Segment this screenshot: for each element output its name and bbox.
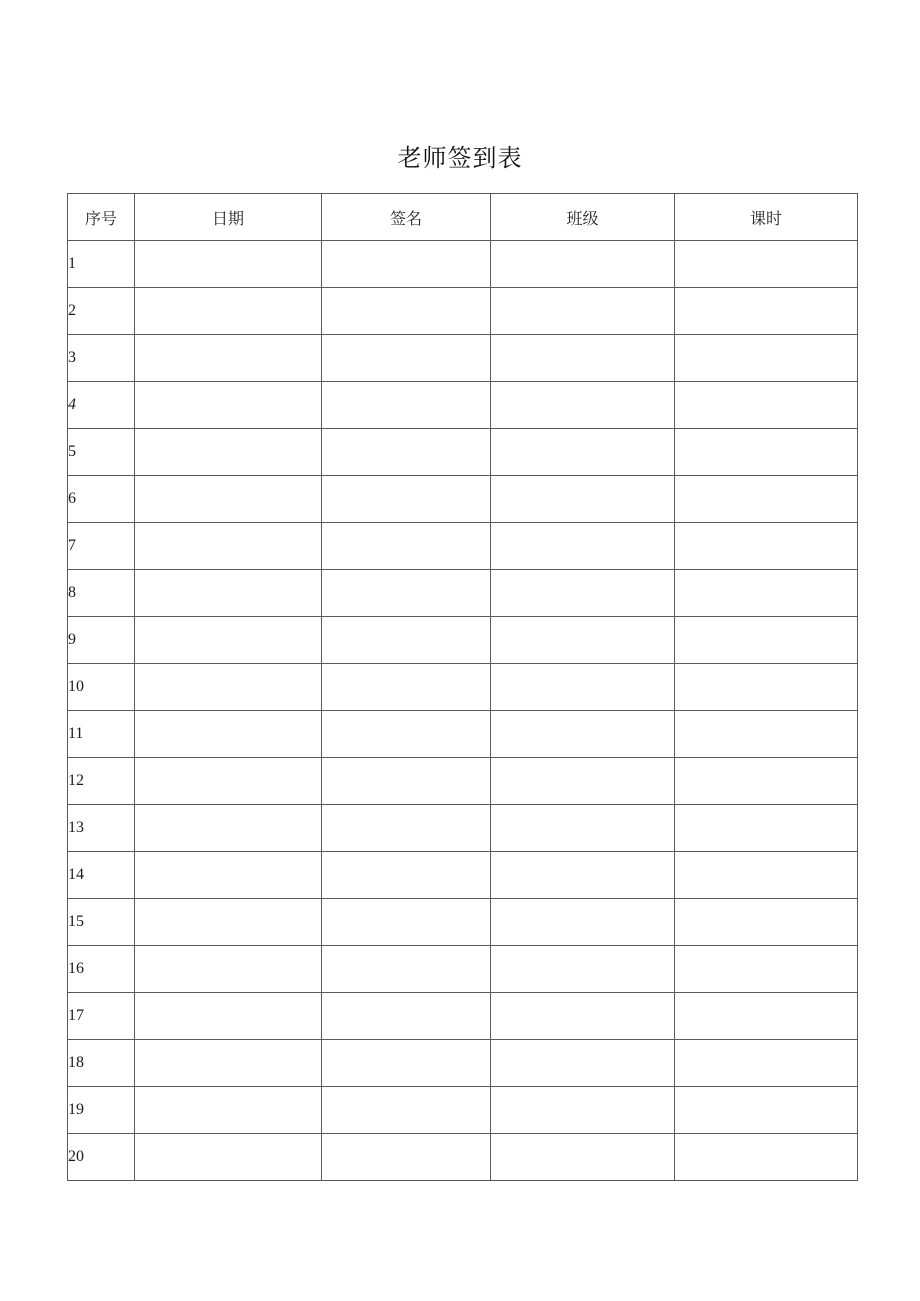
- signature-cell[interactable]: [322, 946, 491, 993]
- row-index: 2: [68, 288, 135, 335]
- signature-cell[interactable]: [322, 758, 491, 805]
- signature-cell[interactable]: [322, 899, 491, 946]
- date-cell[interactable]: [135, 805, 322, 852]
- date-cell[interactable]: [135, 241, 322, 288]
- class-cell[interactable]: [491, 335, 675, 382]
- row-index: 16: [68, 946, 135, 993]
- header-row: [68, 194, 858, 241]
- class-cell[interactable]: [491, 429, 675, 476]
- hours-cell[interactable]: [675, 758, 858, 805]
- signature-cell[interactable]: [322, 993, 491, 1040]
- table-row: [68, 476, 858, 523]
- hours-cell[interactable]: [675, 946, 858, 993]
- class-cell[interactable]: [491, 711, 675, 758]
- table-row: [68, 805, 858, 852]
- date-cell[interactable]: [135, 993, 322, 1040]
- table-row: [68, 288, 858, 335]
- row-index: 6: [68, 476, 135, 523]
- table-row: [68, 946, 858, 993]
- signature-cell[interactable]: [322, 429, 491, 476]
- signature-cell[interactable]: [322, 1087, 491, 1134]
- table-row: [68, 429, 858, 476]
- hours-cell[interactable]: [675, 335, 858, 382]
- signature-cell[interactable]: [322, 382, 491, 429]
- hours-cell[interactable]: [675, 476, 858, 523]
- date-cell[interactable]: [135, 476, 322, 523]
- class-cell[interactable]: [491, 523, 675, 570]
- table-row: [68, 382, 858, 429]
- hours-cell[interactable]: [675, 382, 858, 429]
- class-cell[interactable]: [491, 617, 675, 664]
- class-cell[interactable]: [491, 805, 675, 852]
- hours-cell[interactable]: [675, 1134, 858, 1181]
- class-cell[interactable]: [491, 476, 675, 523]
- date-cell[interactable]: [135, 617, 322, 664]
- class-cell[interactable]: [491, 241, 675, 288]
- row-index: 4: [68, 382, 135, 429]
- date-cell[interactable]: [135, 570, 322, 617]
- sign-in-table: [67, 193, 858, 1181]
- table-row: [68, 664, 858, 711]
- row-index: 9: [68, 617, 135, 664]
- date-cell[interactable]: [135, 1040, 322, 1087]
- table-row: [68, 617, 858, 664]
- table-row: [68, 1134, 858, 1181]
- class-cell[interactable]: [491, 1040, 675, 1087]
- date-cell[interactable]: [135, 1087, 322, 1134]
- table-row: [68, 1040, 858, 1087]
- signature-cell[interactable]: [322, 617, 491, 664]
- class-cell[interactable]: [491, 946, 675, 993]
- row-index: 13: [68, 805, 135, 852]
- date-cell[interactable]: [135, 946, 322, 993]
- signature-cell[interactable]: [322, 852, 491, 899]
- hours-cell[interactable]: [675, 852, 858, 899]
- hours-cell[interactable]: [675, 805, 858, 852]
- hours-cell[interactable]: [675, 1087, 858, 1134]
- row-index: 10: [68, 664, 135, 711]
- header-date: 日期: [135, 194, 322, 241]
- signature-cell[interactable]: [322, 805, 491, 852]
- date-cell[interactable]: [135, 288, 322, 335]
- header-index: 序号: [68, 194, 135, 241]
- date-cell[interactable]: [135, 382, 322, 429]
- row-index: 7: [68, 523, 135, 570]
- hours-cell[interactable]: [675, 617, 858, 664]
- hours-cell[interactable]: [675, 429, 858, 476]
- header-signature: 签名: [322, 194, 491, 241]
- table-row: [68, 523, 858, 570]
- hours-cell[interactable]: [675, 1040, 858, 1087]
- class-cell[interactable]: [491, 1134, 675, 1181]
- class-cell[interactable]: [491, 570, 675, 617]
- class-cell[interactable]: [491, 1087, 675, 1134]
- signature-cell[interactable]: [322, 476, 491, 523]
- signature-cell[interactable]: [322, 570, 491, 617]
- table-row: [68, 1087, 858, 1134]
- hours-cell[interactable]: [675, 711, 858, 758]
- class-cell[interactable]: [491, 382, 675, 429]
- signature-cell[interactable]: [322, 1040, 491, 1087]
- hours-cell[interactable]: [675, 241, 858, 288]
- class-cell[interactable]: [491, 288, 675, 335]
- table-row: [68, 899, 858, 946]
- hours-cell[interactable]: [675, 993, 858, 1040]
- hours-cell[interactable]: [675, 288, 858, 335]
- date-cell[interactable]: [135, 852, 322, 899]
- date-cell[interactable]: [135, 429, 322, 476]
- table-row: [68, 993, 858, 1040]
- signature-cell[interactable]: [322, 241, 491, 288]
- header-class: 班级: [491, 194, 675, 241]
- row-index: 14: [68, 852, 135, 899]
- row-index: 5: [68, 429, 135, 476]
- row-index: 15: [68, 899, 135, 946]
- table-row: [68, 241, 858, 288]
- signature-cell[interactable]: [322, 335, 491, 382]
- table-row: [68, 852, 858, 899]
- class-cell[interactable]: [491, 664, 675, 711]
- row-index: 17: [68, 993, 135, 1040]
- page-title: 老师签到表: [397, 144, 523, 172]
- table-row: [68, 758, 858, 805]
- row-index: 11: [68, 711, 135, 758]
- row-index: 12: [68, 758, 135, 805]
- date-cell[interactable]: [135, 335, 322, 382]
- row-index: 18: [68, 1040, 135, 1087]
- signature-cell[interactable]: [322, 523, 491, 570]
- row-index: 3: [68, 335, 135, 382]
- class-cell[interactable]: [491, 758, 675, 805]
- date-cell[interactable]: [135, 711, 322, 758]
- class-cell[interactable]: [491, 993, 675, 1040]
- table-row: [68, 711, 858, 758]
- signature-cell[interactable]: [322, 1134, 491, 1181]
- table-row: [68, 335, 858, 382]
- row-index: 8: [68, 570, 135, 617]
- date-cell[interactable]: [135, 758, 322, 805]
- hours-cell[interactable]: [675, 570, 858, 617]
- table-row: [68, 570, 858, 617]
- class-cell[interactable]: [491, 852, 675, 899]
- hours-cell[interactable]: [675, 523, 858, 570]
- date-cell[interactable]: [135, 523, 322, 570]
- signature-cell[interactable]: [322, 711, 491, 758]
- date-cell[interactable]: [135, 899, 322, 946]
- signature-cell[interactable]: [322, 664, 491, 711]
- row-index: 19: [68, 1087, 135, 1134]
- row-index: 1: [68, 241, 135, 288]
- hours-cell[interactable]: [675, 664, 858, 711]
- date-cell[interactable]: [135, 1134, 322, 1181]
- class-cell[interactable]: [491, 899, 675, 946]
- header-hours: 课时: [675, 194, 858, 241]
- row-index: 20: [68, 1134, 135, 1181]
- date-cell[interactable]: [135, 664, 322, 711]
- hours-cell[interactable]: [675, 899, 858, 946]
- signature-cell[interactable]: [322, 288, 491, 335]
